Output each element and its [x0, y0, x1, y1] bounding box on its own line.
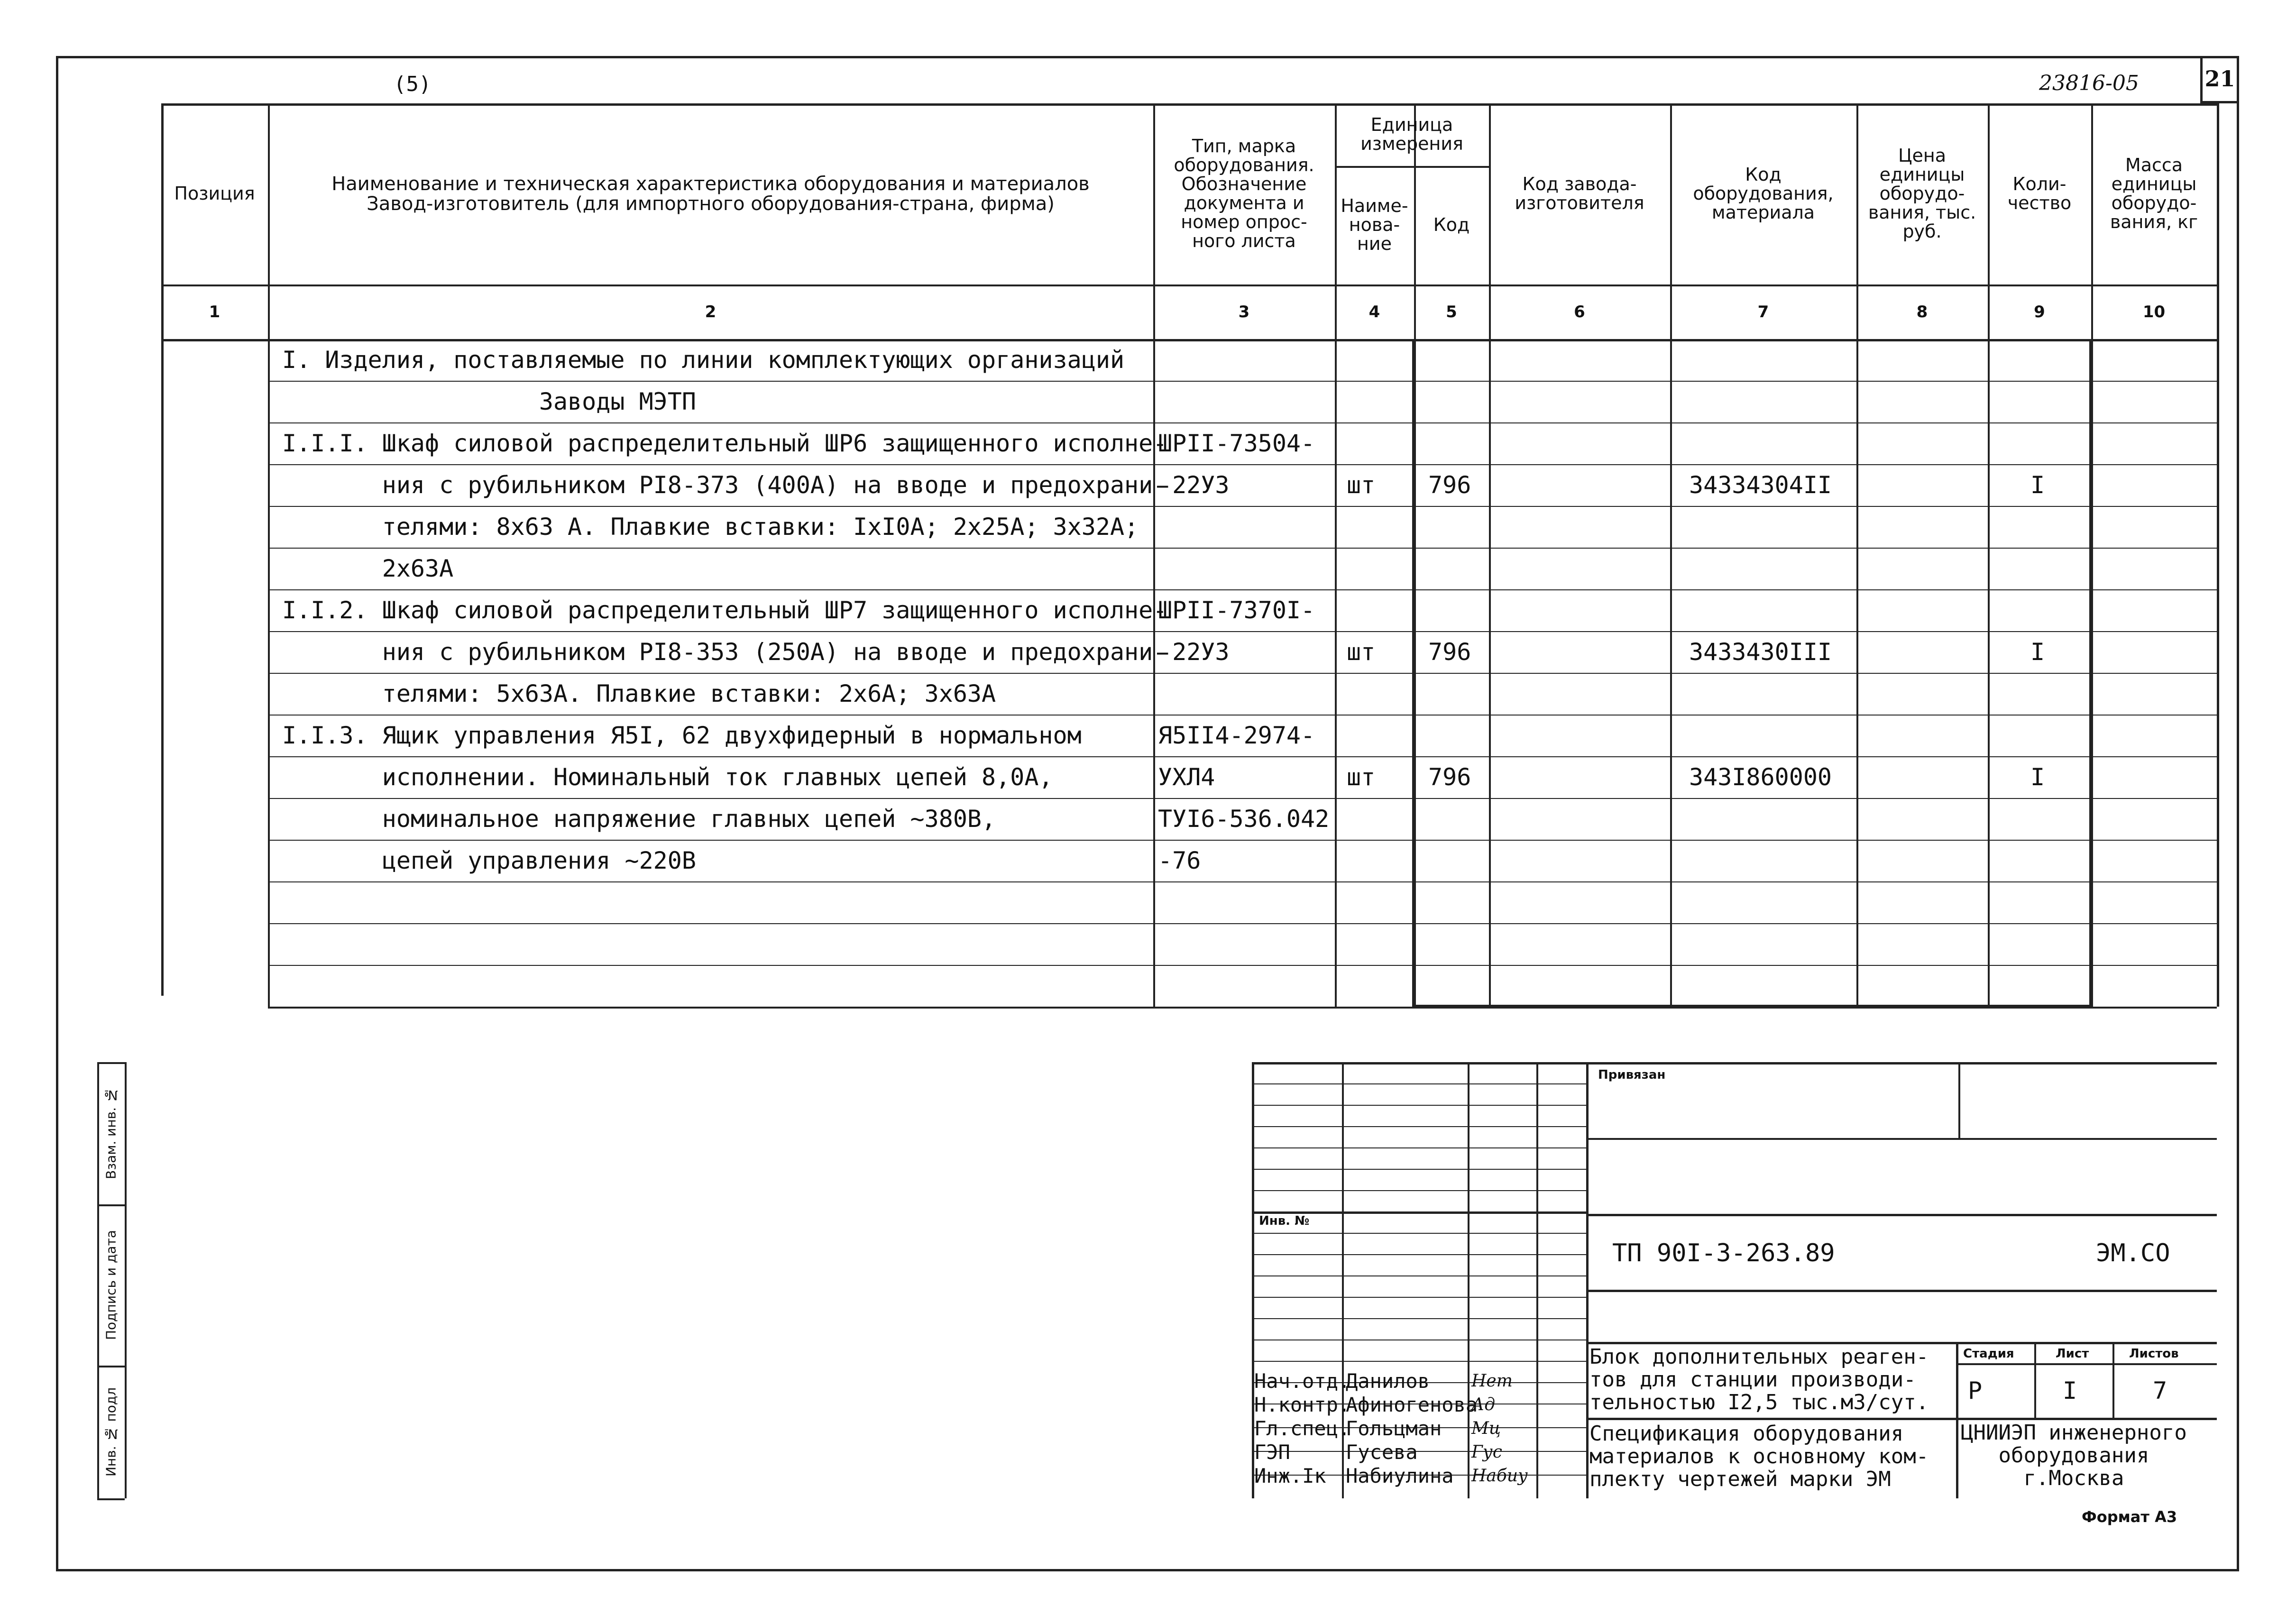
sheet-number: 21: [2200, 56, 2237, 103]
grid-line: [268, 589, 2217, 590]
description: Блок дополнительных реаген- тов для станции производи- тельностью I2,5 тыс.м3/сут.: [1589, 1345, 1929, 1414]
column-header: Наиме- нова- ние: [1341, 195, 1408, 254]
grid-line: [2217, 103, 2219, 1007]
grid-line: [1586, 1138, 2217, 1140]
grid-line: [1252, 1297, 1586, 1298]
row-qty: I: [2030, 471, 2045, 499]
column-number: 2: [705, 302, 716, 321]
column-header: Код оборудования, материала: [1693, 164, 1834, 223]
column-header: Цена единицы оборудо- вания, тыс. руб.: [1868, 145, 1976, 242]
grid-line: [268, 673, 2217, 674]
unit-group-header: Единица измерения: [1360, 114, 1463, 154]
row-name: цепей управления ~220B: [282, 847, 696, 874]
column-header: Код: [1433, 214, 1470, 236]
row-name: номинальное напряжение главных цепей ~380B,: [282, 805, 996, 833]
row-name: телями: 8x63 А. Плавкие вставки: IxI0A; 2x25A; 3x32A;: [282, 513, 1139, 541]
grid-line: [268, 548, 2217, 549]
grid-line: [268, 881, 2217, 882]
row-type: Я5II4-2974-: [1158, 722, 1315, 749]
project-code: ТП 90I-3-263.89: [1612, 1239, 1835, 1267]
row-type: -76: [1158, 847, 1201, 874]
bound-label: Привязан: [1598, 1068, 1666, 1082]
row-type: -22У3: [1158, 471, 1230, 499]
grid-line: [1252, 1062, 2217, 1064]
row-name: I. Изделия, поставляемые по линии комплектующих организаций: [282, 346, 1125, 374]
column-header: Масса единицы оборудо- вания, кг: [2110, 155, 2198, 232]
signer-role: ГЭП: [1254, 1440, 1290, 1464]
grid-line: [1988, 103, 1990, 1007]
column-number: 9: [2034, 302, 2045, 321]
grid-line: [1252, 1147, 1586, 1148]
grid-line: [268, 422, 2217, 423]
grid-line: [1252, 1318, 1586, 1319]
grid-line: [268, 506, 2217, 507]
row-name: I.I.I. Шкаф силовой распределительный ШР6 защищенного исполне-: [282, 430, 1167, 457]
grid-line: [1586, 1290, 2217, 1292]
grid-line: [1670, 103, 1672, 1007]
grid-line: [1252, 1254, 1586, 1255]
grid-line: [1252, 1451, 1586, 1452]
signer-name: Афиногенова: [1346, 1393, 1478, 1416]
organization: ЦНИИЭП инженерного оборудования г.Москва: [1961, 1421, 2187, 1490]
signer-role: Нач.отд.: [1254, 1369, 1350, 1393]
signer-signature: Набиу: [1471, 1466, 1528, 1486]
column-number: 4: [1368, 302, 1380, 321]
doc-code: 23816-05: [2039, 71, 2139, 95]
grid-line: [1489, 103, 1491, 1007]
grid-line: [1586, 1342, 2217, 1344]
grid-line: [268, 381, 2217, 382]
sheet-value: I: [2063, 1377, 2077, 1404]
row-name: Заводы МЭТП: [282, 388, 696, 415]
grid-line: [2112, 1342, 2114, 1418]
row-name: ния с рубильником PI8-373 (400A) на вводе и предохрани-: [282, 471, 1167, 499]
row-unit: шт: [1347, 638, 1376, 666]
signer-name: Данилов: [1346, 1369, 1430, 1393]
signer-signature: Ад: [1471, 1395, 1496, 1414]
grid-line: [1252, 1275, 1586, 1276]
signer-name: Гольцман: [1346, 1417, 1442, 1440]
grid-line: [1956, 1363, 2217, 1365]
grid-line: [161, 339, 2217, 341]
row-unit: шт: [1347, 763, 1376, 791]
grid-line: [1252, 1105, 1586, 1106]
column-header: Тип, марка оборудования. Обозначение документа и номер опрос- ного листа: [1174, 136, 1314, 251]
grid-line: [268, 923, 2217, 924]
grid-line: [1335, 103, 1337, 1007]
sheet-title: Спецификация оборудования материалов к основному ком- плекту чертежей марки ЭМ: [1589, 1422, 1929, 1491]
grid-line: [268, 631, 2217, 632]
column-header: Коли- чество: [2007, 174, 2072, 213]
row-name: 2x63A: [282, 555, 454, 582]
sheets-label: Листов: [2129, 1347, 2179, 1361]
column-header: Позиция: [174, 183, 255, 204]
signer-role: Гл.спец.: [1254, 1417, 1350, 1440]
column-number: 3: [1238, 302, 1250, 321]
grid-line: [1252, 1361, 1586, 1362]
format-label: Формат А3: [2082, 1508, 2177, 1526]
grid-line: [268, 756, 2217, 757]
signer-role: Н.контр.: [1254, 1393, 1350, 1416]
column-number: 10: [2142, 302, 2166, 321]
column-number: 5: [1446, 302, 1457, 321]
sheet-label: Лист: [2056, 1347, 2089, 1361]
signer-name: Набиулина: [1346, 1464, 1454, 1487]
column-header: Код завода- изготовителя: [1515, 174, 1644, 213]
row-type: ШРII-73504-: [1158, 430, 1315, 457]
signer-signature: Нет: [1471, 1371, 1513, 1391]
side-stamp-label: Подпись и дата: [103, 1230, 119, 1340]
row-type: ШРII-7370I-: [1158, 596, 1315, 624]
side-stamp-label: Взам. инв. №: [103, 1087, 119, 1179]
row-code: 796: [1428, 638, 1471, 666]
grid-line: [1412, 1005, 2093, 1009]
row-equip-code: 343I860000: [1689, 763, 1832, 791]
grid-line: [1586, 1062, 1589, 1498]
row-equip-code: 3433430III: [1689, 638, 1832, 666]
row-name: телями: 5x63A. Плавкие вставки: 2x6A; 3x63A: [282, 680, 996, 707]
signer-name: Гусева: [1346, 1440, 1418, 1464]
column-number: 7: [1757, 302, 1769, 321]
grid-line: [1586, 1418, 2217, 1420]
signer-signature: Мц: [1471, 1419, 1501, 1438]
grid-line: [268, 840, 2217, 841]
grid-line: [1956, 1342, 1958, 1498]
sheets-value: 7: [2153, 1377, 2167, 1404]
row-type: -22У3: [1158, 638, 1230, 666]
row-name: ния с рубильником PI8-353 (250A) на вводе и предохрани-: [282, 638, 1167, 666]
grid-line: [1856, 103, 1858, 1007]
grid-line: [1252, 1233, 1586, 1234]
grid-line: [2089, 339, 2093, 1007]
grid-line: [1252, 1190, 1586, 1191]
grid-line: [268, 798, 2217, 799]
row-qty: I: [2030, 763, 2045, 791]
grid-line: [97, 1498, 125, 1500]
grid-line: [2034, 1342, 2036, 1418]
row-code: 796: [1428, 471, 1471, 499]
row-qty: I: [2030, 638, 2045, 666]
column-number: 8: [1916, 302, 1928, 321]
grid-line: [268, 965, 2217, 966]
grid-line: [1468, 1062, 1469, 1498]
row-unit: шт: [1347, 471, 1376, 499]
row-code: 796: [1428, 763, 1471, 791]
stage-value: Р: [1968, 1377, 1983, 1404]
column-header: Наименование и техническая характеристика оборудования и материалов Завод-изготовитель (для импортного оборудования-страна, фирма): [331, 173, 1090, 215]
row-type: УХЛ4: [1158, 763, 1215, 791]
grid-line: [268, 464, 2217, 465]
grid-line: [1412, 339, 1416, 1007]
row-type: ТУI6-536.042: [1158, 805, 1330, 833]
grid-line: [1536, 1062, 1538, 1498]
row-name: исполнении. Номинальный ток главных цепей 8,0A,: [282, 763, 1053, 791]
row-equip-code: 34334304II: [1689, 471, 1832, 499]
grid-line: [125, 1204, 127, 1366]
row-name: I.I.2. Шкаф силовой распределительный ШР7 защищенного исполне-: [282, 596, 1167, 624]
grid-line: [161, 103, 164, 996]
grid-line: [1958, 1062, 1960, 1138]
grid-line: [1153, 103, 1155, 1007]
drawing-mark: ЭМ.СО: [2096, 1239, 2170, 1267]
column-number: 6: [1574, 302, 1585, 321]
column-number: 1: [209, 302, 220, 321]
grid-line: [1252, 1083, 1586, 1084]
grid-line: [125, 1062, 127, 1204]
signer-signature: Гус: [1471, 1442, 1502, 1462]
grid-line: [1252, 1169, 1586, 1170]
inv-label: Инв. №: [1259, 1214, 1310, 1228]
side-stamp-label: Инв. № подл: [103, 1387, 119, 1477]
grid-line: [1252, 1126, 1586, 1127]
grid-line: [268, 103, 270, 1007]
grid-line: [125, 1366, 127, 1498]
stage-label: Стадия: [1963, 1347, 2014, 1361]
grid-line: [1586, 1214, 2217, 1216]
row-name: I.I.3. Ящик управления Я5I, 62 двухфидерный в нормальном: [282, 722, 1082, 749]
grid-line: [268, 715, 2217, 716]
page-code: (5): [394, 72, 432, 96]
signer-role: Инж.Iк: [1254, 1464, 1326, 1487]
